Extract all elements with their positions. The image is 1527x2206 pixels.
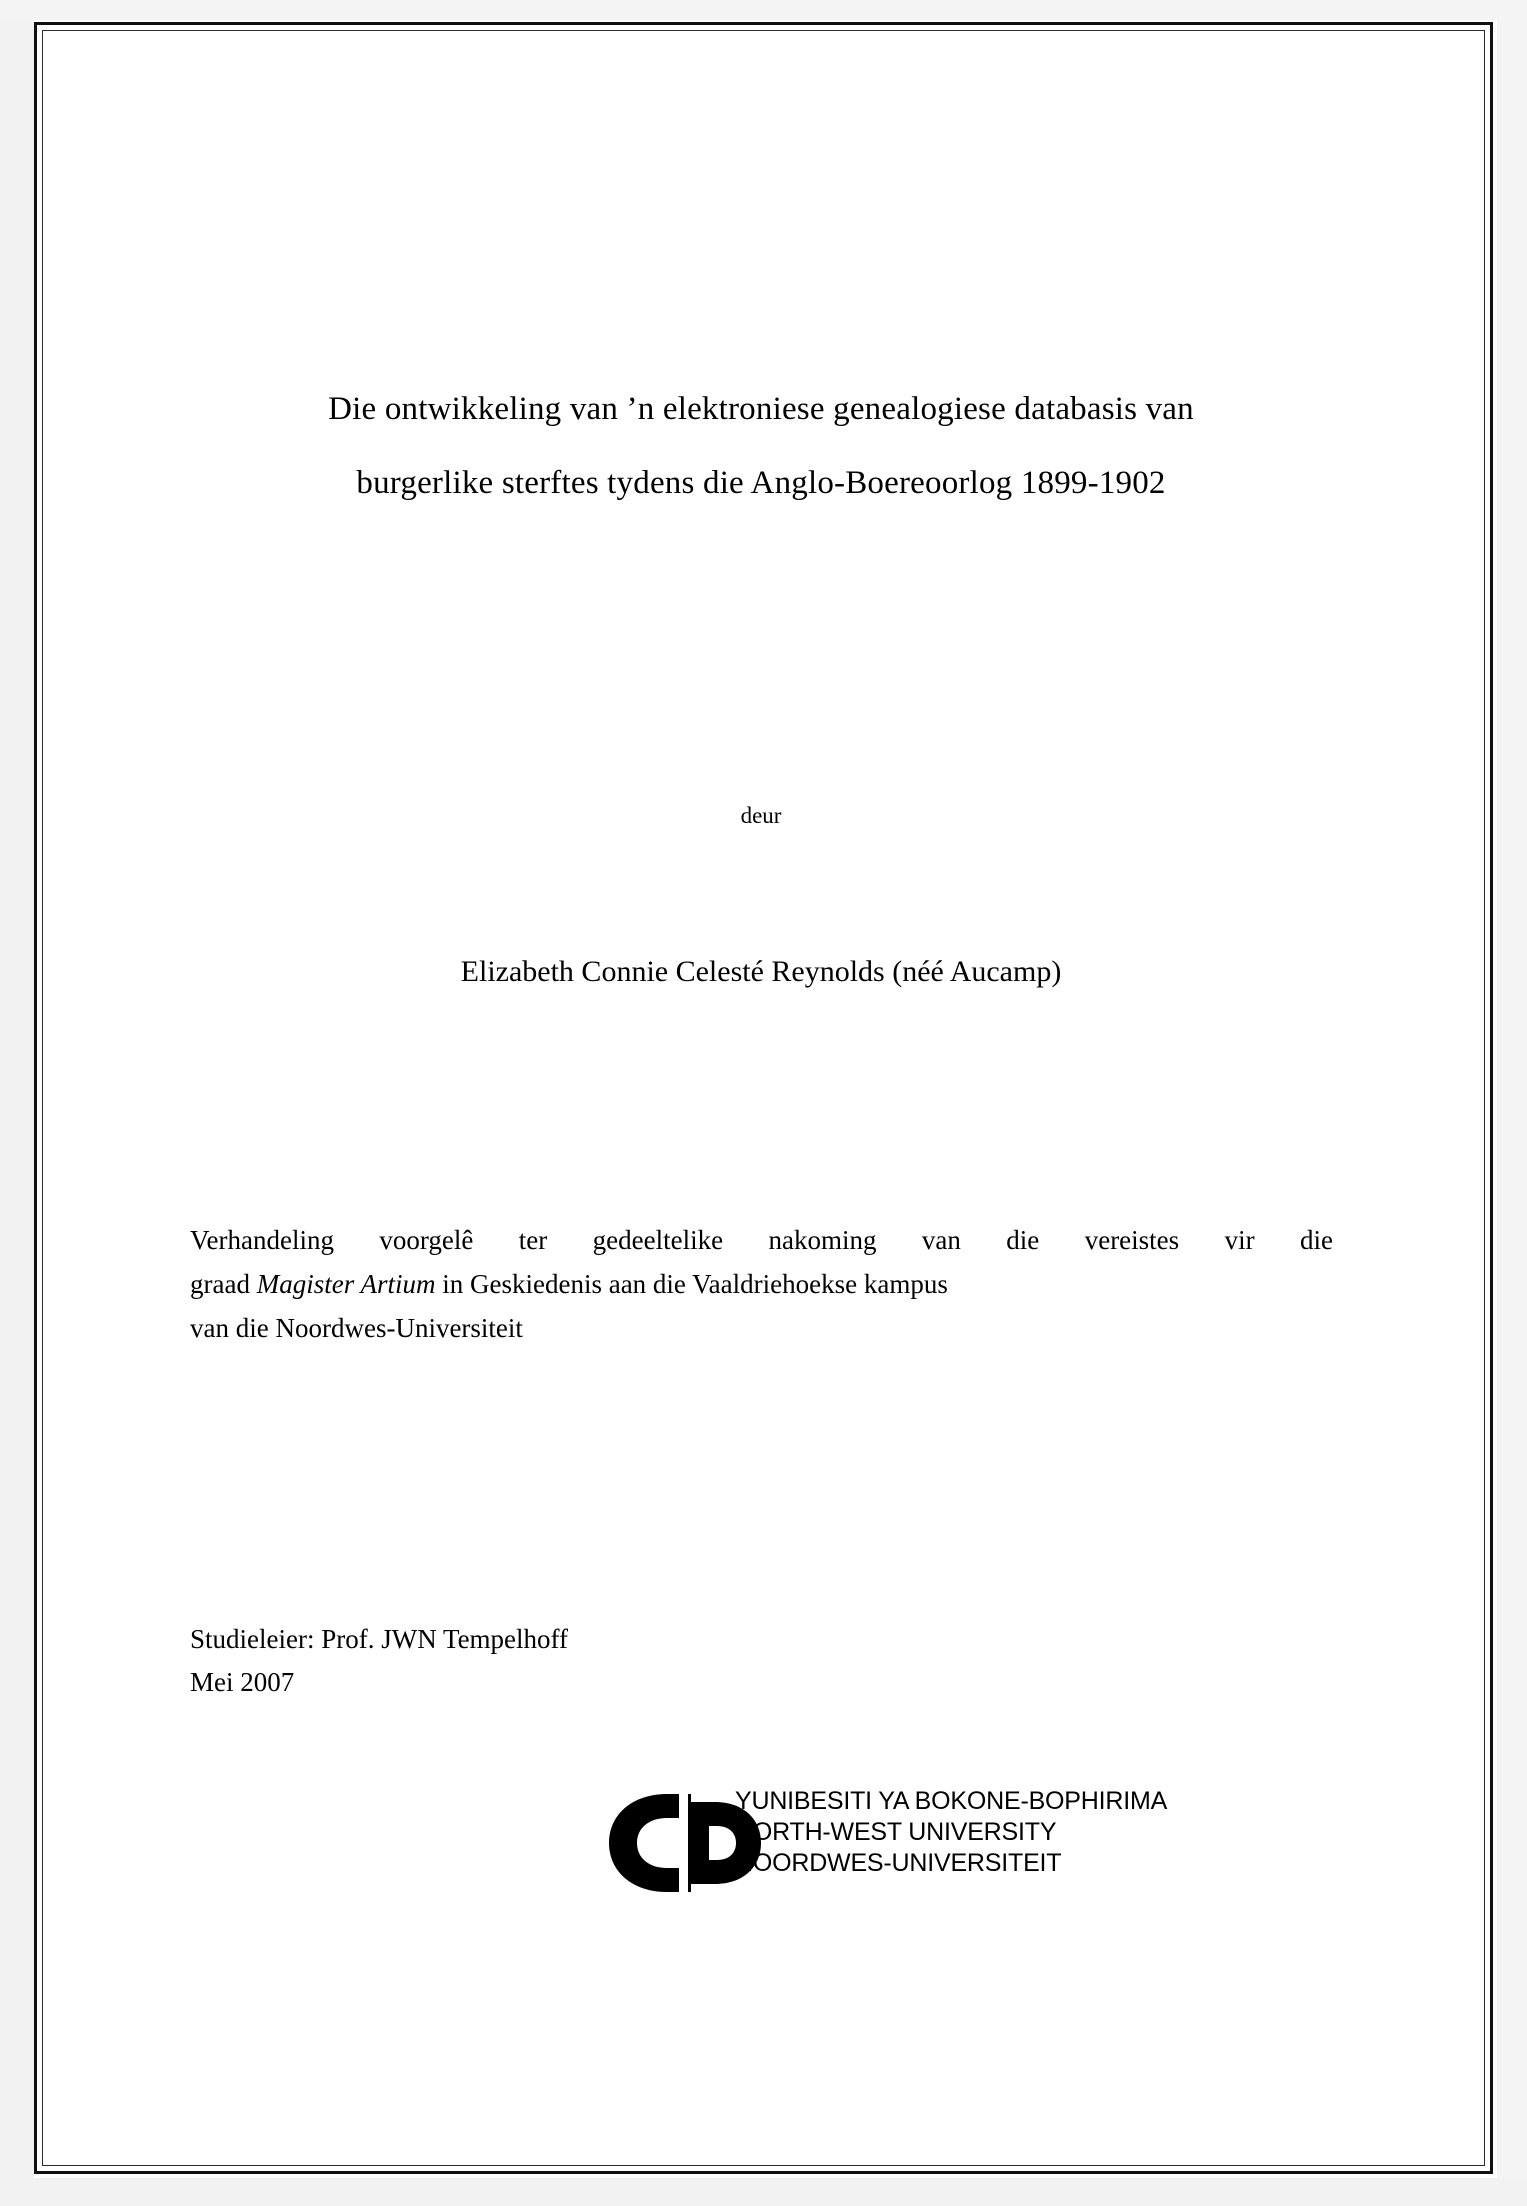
date-line: Mei 2007 — [190, 1667, 295, 1697]
degree-statement-line-2-suffix: in Geskiedenis aan die Vaaldriehoekse kampus — [435, 1269, 948, 1299]
title-page-content — [150, 0, 1360, 2206]
degree-name-italic: Magister Artium — [256, 1269, 436, 1299]
degree-statement-line-2 — [190, 1262, 1333, 1306]
degree-statement — [190, 1218, 1333, 1350]
title-line-1: Die ontwikkeling van ’n elektroniese genealogiese databasis van — [328, 391, 1194, 427]
degree-statement-line-2-prefix: graad — [190, 1269, 257, 1299]
degree-statement-line-3: van die Noordwes-Universiteit — [190, 1313, 523, 1343]
author-name: Elizabeth Connie Celesté Reynolds (néé Aucamp) — [460, 955, 1062, 988]
page-title — [186, 372, 1336, 520]
supervisor-and-date — [190, 1618, 1190, 1704]
university-logo-block — [580, 1780, 1280, 1910]
title-line-2: burgerlike sterftes tydens die Anglo-Boereoorlog 1899-1902 — [356, 465, 1166, 501]
supervisor-line: Studieleier: Prof. JWN Tempelhoff — [190, 1624, 569, 1654]
scan-edge-right — [1497, 0, 1527, 2206]
scan-edge-left — [0, 0, 34, 2206]
university-logo-text — [735, 1786, 1167, 1879]
logo-text-line-2: NORTH-WEST UNIVERSITY — [735, 1818, 1057, 1846]
logo-text-line-1: YUNIBESITI YA BOKONE-BOPHIRIMA — [735, 1787, 1168, 1815]
logo-text-line-3: NOORDWES-UNIVERSITEIT — [735, 1849, 1062, 1877]
degree-statement-line-1: Verhandeling voorgelê ter gedeeltelike nakoming van die vereistes vir die — [190, 1225, 1333, 1255]
byline-label: deur — [740, 803, 782, 828]
